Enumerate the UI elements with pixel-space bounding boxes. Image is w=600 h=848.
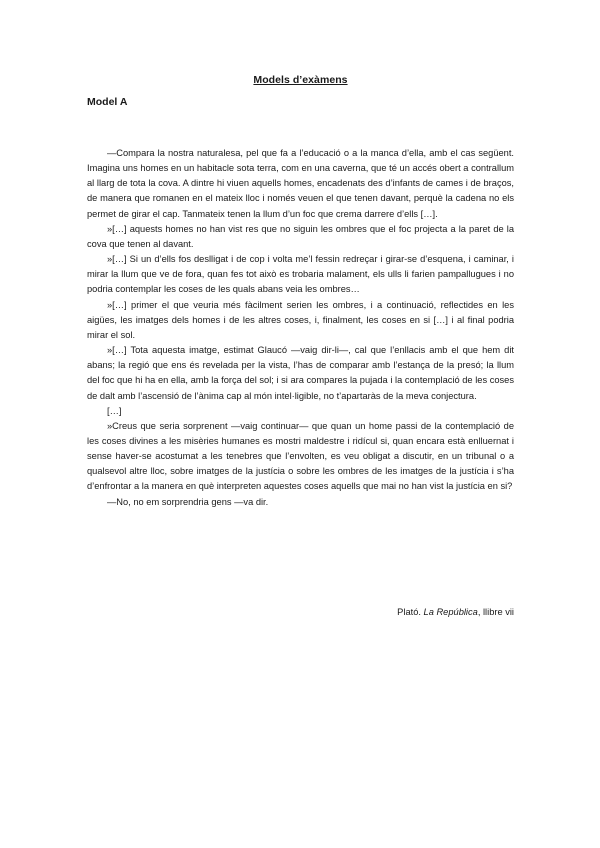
- paragraph: —No, no em sorprendria gens —va dir.: [107, 496, 269, 507]
- paragraph: »Creus que seria sorprenent —vaig continuar— que quan un home passi de la contemplació de les coses divines a les misèries humanes es mostri maldestre i ridícul si, quan encara està enlluernat i sense haver-se acostumat a les tenebres que l’envolten, es veu obligat a discutir, en un tribunal o a qualsevol altre lloc, sobre imatges de la justícia o sobre les ombres de les imatges de la justícia i s’ha d’enfrontar a la manera en què interpreten aquestes coses aquells que mai no han vist la justícia en si?: [87, 420, 514, 492]
- source-work: La República: [423, 607, 478, 617]
- paragraph: »[…] primer el que veuria més fàcilment serien les ombres, i a continuació, reflectides en les aigües, les imatges dels homes i de les altres coses, i, finalment, les coses en si […] i al final podria mirar el sol.: [87, 299, 514, 340]
- paragraph: »[…] Si un d’ells fos deslligat i de cop i volta me’l fessin redreçar i girar-se d’esquena, i caminar, i mirar la llum que ve de fora, quan fes tot això es trobaria malament, els ulls li farien pampallugues i no podria contemplar les coses de les quals abans veia les ombres…: [87, 254, 514, 295]
- paragraph: »[…] aquests homes no han vist res que no siguin les ombres que el foc projecta a la paret de la cova que tenen al davant.: [87, 223, 514, 249]
- model-heading: Model A: [87, 96, 128, 108]
- paragraph: […]: [107, 405, 122, 416]
- source-citation: [397, 607, 514, 617]
- paragraph: »[…] Tota aquesta imatge, estimat Glaucó —vaig dir-li—, cal que l’enllacis amb el que hem dit abans; la regió que ens és revelada per la vista, l’has de comparar amb l’estança de la presó; la llum del foc que hi ha en ella, amb la força del sol; i si ara compares la pujada i la contemplació de les coses de dalt amb l’ascensió de l’ànima cap al món intel·ligible, no t’apartaràs de la meva conjectura.: [87, 345, 514, 401]
- paragraph: —Compara la nostra naturalesa, pel que fa a l’educació o a la manca d’ella, amb el cas següent. Imagina uns homes en un habitacle sota terra, com en una caverna, que té un accés obert a contrallum al llarg de tota la cova. A dintre hi viuen aquells homes, encadenats des d’infants de cames i de braços, de manera que romanen en el mateix lloc i només veuen el que tenen davant, perquè la cadena no els permet de girar el cap. Tanmateix tenen la llum d’un foc que crema darrere d’ells […].: [87, 148, 514, 219]
- document-title: Models d’exàmens: [253, 74, 348, 86]
- text-body: [87, 146, 514, 510]
- source-author: Plató.: [397, 607, 421, 617]
- source-book: , llibre vii: [477, 607, 514, 617]
